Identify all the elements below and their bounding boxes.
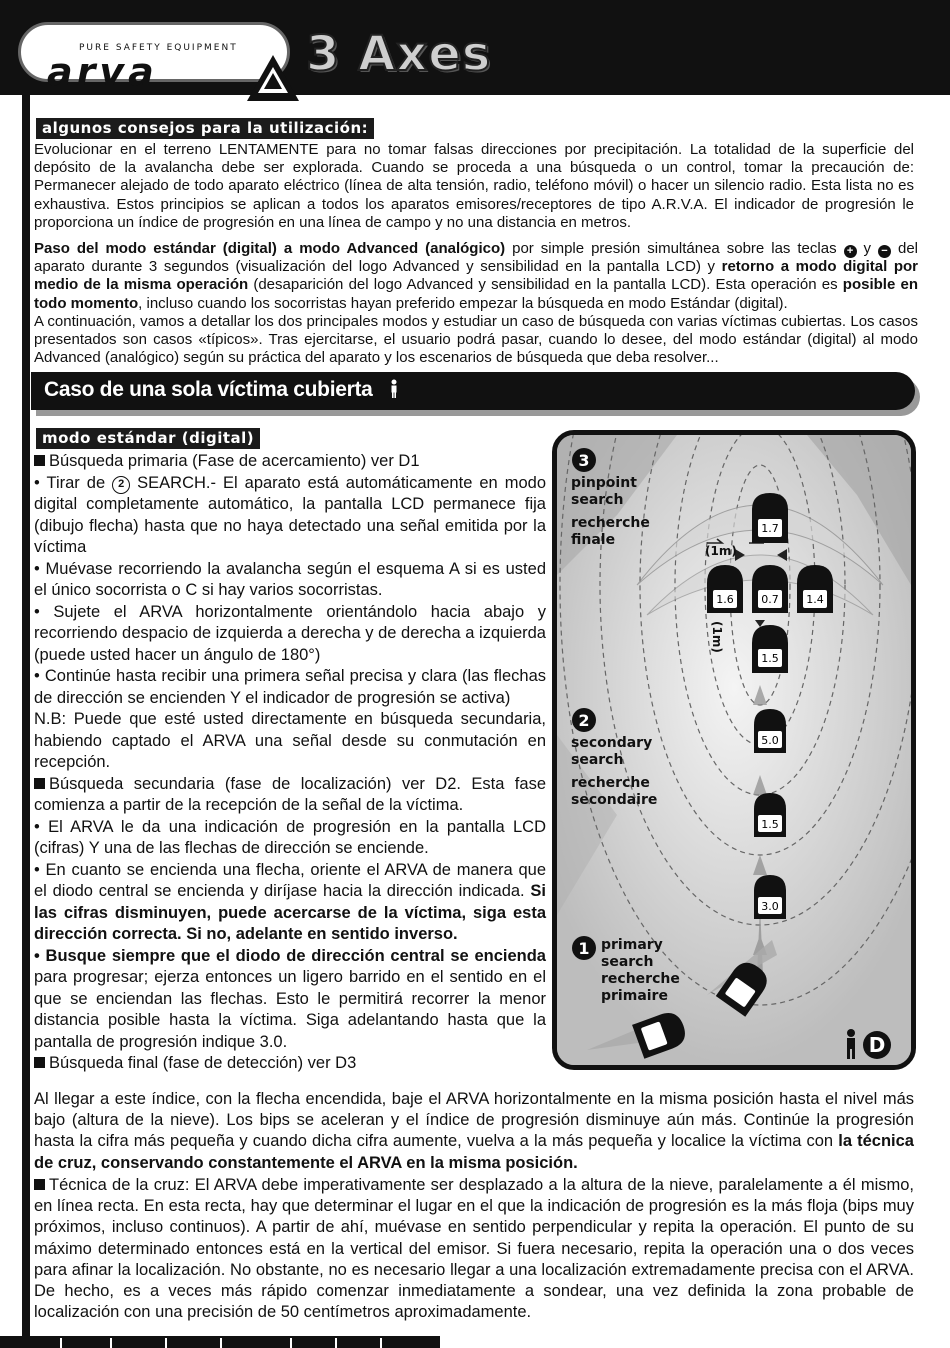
step-3-icon [571,447,597,473]
progress-indicator-item: • El ARVA le da una indicación de progresión en la pantalla LCD (cifras) Y una de las flechas de dirección se enciende. [34,817,546,857]
step-2-number: 2 [578,711,590,730]
step-1-icon [571,935,597,961]
standard-mode-heading: modo estándar (digital) [36,428,260,449]
nb-note: N.B: Puede que esté usted directamente en búsqueda secundaria, habiendo captado el ARVA una señal desde su conmutación en recepción. [34,710,546,771]
reading-d2b: 1.5 [761,818,779,831]
distance-horizontal: (1m) [705,544,737,558]
reading-right: 1.4 [806,593,824,606]
secondary-search-line [34,774,546,817]
device-left [707,565,743,613]
text-span: por simple presión simultánea sobre las teclas [505,240,844,257]
final-search-line [34,1053,546,1075]
tips-paragraph-3: A continuación, vamos a detallar los dos principales modos y estudiar un caso de búsqueda con varias víctimas cubiertas. Los casos presentados son casos «típicos». Tras ejercitarse, el usuario podrá pasar, cuando lo desee, del modo estándar (digital) al modo Advanced (analógico) según su práctica del aparato y los escenarios de búsqueda que deba resolver... [34,313,918,367]
primary-search-line [34,451,546,473]
bullet-square-icon [34,778,45,789]
device-primary-2 [632,1009,689,1059]
text-span: Búsqueda final (fase de detección) ver D3 [49,1054,357,1072]
tips-paragraph-2 [34,240,918,313]
cross-technique-paragraph [34,1175,914,1323]
step-1-labels [601,937,680,1005]
device-below [752,625,788,673]
section-title-text: Caso de una sola víctima cubierta [44,378,373,401]
pull-search-item [34,473,546,559]
mode-switch-bold: Paso del modo estándar (digital) a modo Advanced (analógico) [34,240,506,257]
text-span: y [856,240,879,257]
person-icon [388,379,400,399]
step-1-en-2: search [601,954,654,970]
step-3-number: 3 [578,451,590,470]
bullet-square-icon [34,455,45,466]
device-center [752,565,788,613]
page-title: 3 Axes [306,26,492,82]
step-3-fr-2: finale [571,532,616,548]
bullet-square-icon [34,1179,45,1190]
step-1-fr-1: recherche [601,971,680,987]
device-d2a [754,709,786,753]
page-header [0,0,950,95]
step-3-labels [571,475,650,549]
victim-icon [847,1029,855,1059]
hold-arva-item: • Sujete el ARVA horizontalmente orientándolo hacia abajo y recorriendo despacio de izquierda a derecha y de derecha a izquierda (puede usted hacer un ángulo de 180°) [34,602,546,664]
text-span: • En cuanto se encienda una flecha, oriente el ARVA de manera que el diodo central se encienda y diríjase hacia la dirección indicada. [34,860,546,900]
tips-paragraph-1: Evolucionar en el terreno LENTAMENTE para no tomar falsas direcciones por precipitación. La totalidad de la superficie del depósito de la avalancha debe ser explorada. Cuando se proceda a una búsqueda o un control, tomar la precaución de: Permanecer alejado de todo aparato eléctrico (línea de alta tensión, radio, teléfono móvil) o hacer un silencio radio. Esta lista no es exhaustiva. Estos principios se aplican a todos los aparatos emisores/receptores de tipo A.R.V.A. El indicador de progresión le proporciona un índice de progresión en una línea de campo y no una distancia en metros. [34,141,914,231]
text-span: del aparato durante 3 segundos (visualización del logo Advanced y sensibilidad en la pantalla LCD) y [34,240,919,276]
reading-d2c: 3.0 [761,900,779,913]
step-3-en-1: pinpoint [571,475,637,491]
move-avalanche-item: • Muévase recorriendo la avalancha según el esquema A si es usted el único socorrista o C si hay varios socorristas. [34,559,546,599]
arva-logo [18,22,290,94]
reading-left: 1.6 [716,593,734,606]
text-span: para progresar; ejerza entonces un ligero barrido en el sentido en el que se enciendan las flechas. Esto le permitirá recorrer la menor distancia posible hasta la víctima. Siga adelantando hasta que la pantalla de progresión indique 3.0. [34,968,546,1051]
section-title [44,378,400,402]
minus-key-icon: − [878,245,891,258]
step-2-labels [571,735,657,809]
return-digital-bold: retorno a modo digital por medio de la misma operación [34,258,918,294]
text-span: (desaparición del logo Advanced y sensibilidad en la pantalla LCD). Esta operación es [248,276,843,294]
bullet-square-icon [34,1057,45,1068]
standard-column [34,451,546,1075]
device-right [797,565,833,613]
step-1-en-1: primary [601,937,663,953]
step-3-fr-1: recherche [571,515,650,531]
final-search-paragraph [34,1089,914,1174]
step-2-fr-2: secondaire [571,792,658,808]
device-top [752,493,788,543]
step-2-en-2: search [571,752,624,768]
tips-heading: algunos consejos para la utilización: [36,118,374,139]
device-d2b [754,793,786,837]
step-2-fr-1: recherche [571,775,650,791]
text-span: Al llegar a este índice, con la flecha encendida, baje el ARVA horizontalmente en la misma posición hasta el nivel más bajo (altura de la nieve). Los bips se aceleran y el índice de progresión disminuye aún más. Continúe la progresión hasta la cifra más pequeña y cuando dicha cifra aumente, vuelva a la más pequeña y localice la víctima con [34,1090,914,1151]
reading-below: 1.5 [761,652,779,665]
logo-tagline: PURE SAFETY EQUIPMENT [79,43,238,53]
diagram-label: D [868,1033,886,1057]
device-d2c [754,875,786,919]
bold-span: la técnica de cruz, conservando constantemente el ARVA en la misma posición. [34,1132,914,1172]
step-2-icon: 2 [112,476,130,494]
device-primary-1 [716,957,773,1017]
text-span: Búsqueda secundaria (fase de localización) ver D2. Esta fase comienza a partir de la recepción de la señal de la víctima. [34,774,546,814]
text-span: Búsqueda primaria (Fase de acercamiento) ver D1 [49,452,420,470]
continue-signal-item: • Continúe hasta recibir una primera señal precisa y clara (las flechas de dirección se encienden Y el indicador de progresión se activa) [34,667,546,707]
plus-key-icon: + [844,245,857,258]
anytime-bold: posible en todo momento [34,276,918,312]
text-span: • Tirar de [34,473,113,492]
left-margin-bar [22,95,30,1348]
distance-vertical: (1m) [710,621,724,653]
bottom-scale-ticks [0,1336,440,1348]
step-2-icon [571,707,597,733]
step-1-fr-2: primaire [601,988,668,1004]
bold-span: Si las cifras disminuyen, puede acercarse de la víctima, siga esta dirección correcta. Si no, adelante en sentido inverso. [34,882,546,943]
search-diagram [552,430,916,1070]
step-3-en-2: search [571,492,624,508]
logo-word: arva [47,50,158,94]
reading-d2a: 5.0 [761,734,779,747]
text-span: , incluso cuando los socorristas hayan preferido empezar la búsqueda en modo Estándar (digital). [138,294,788,312]
reading-center: 0.7 [761,593,779,606]
orient-arrow-item [34,860,546,946]
central-diode-item [34,946,546,1054]
step-2-en-1: secondary [571,735,653,751]
text-span: Técnica de la cruz: El ARVA debe imperativamente ser desplazado a la altura de la nieve, paralelamente a él mismo, en línea recta. En esta recta, hay que determinar el lugar en el que la indicación de progresión es la más floja (bips muy próximos, incluso continuos). A partir de ahí, muévase en sentido perpendicular y repita la operación. El punto de su máximo determinado entonces está en la vertical del emisor. Si fuera necesario, repita la operación una o dos veces para afinar la localización. No obstante, no es necesario llegar a una localización extremadamente precisa con el ARVA. De hecho, es a veces más rápido comenzar inmediatamente a sondear, una vez definida la zona probable de localización con una precisión de 50 centímetros aproximadamente. [34,1176,914,1322]
bold-span: • Busque siempre que el diodo de dirección central se encienda [34,946,546,965]
mountain-logo-icon [246,53,301,103]
reading-top: 1.7 [761,522,779,535]
step-1-number: 1 [578,939,590,958]
text-span: SEARCH.- El aparato está automáticamente en modo digital completamente automático, la pantalla LCD permanece fija (dibujo flecha) hasta que no haya detectado una señal emitida por la víctima [34,473,546,556]
